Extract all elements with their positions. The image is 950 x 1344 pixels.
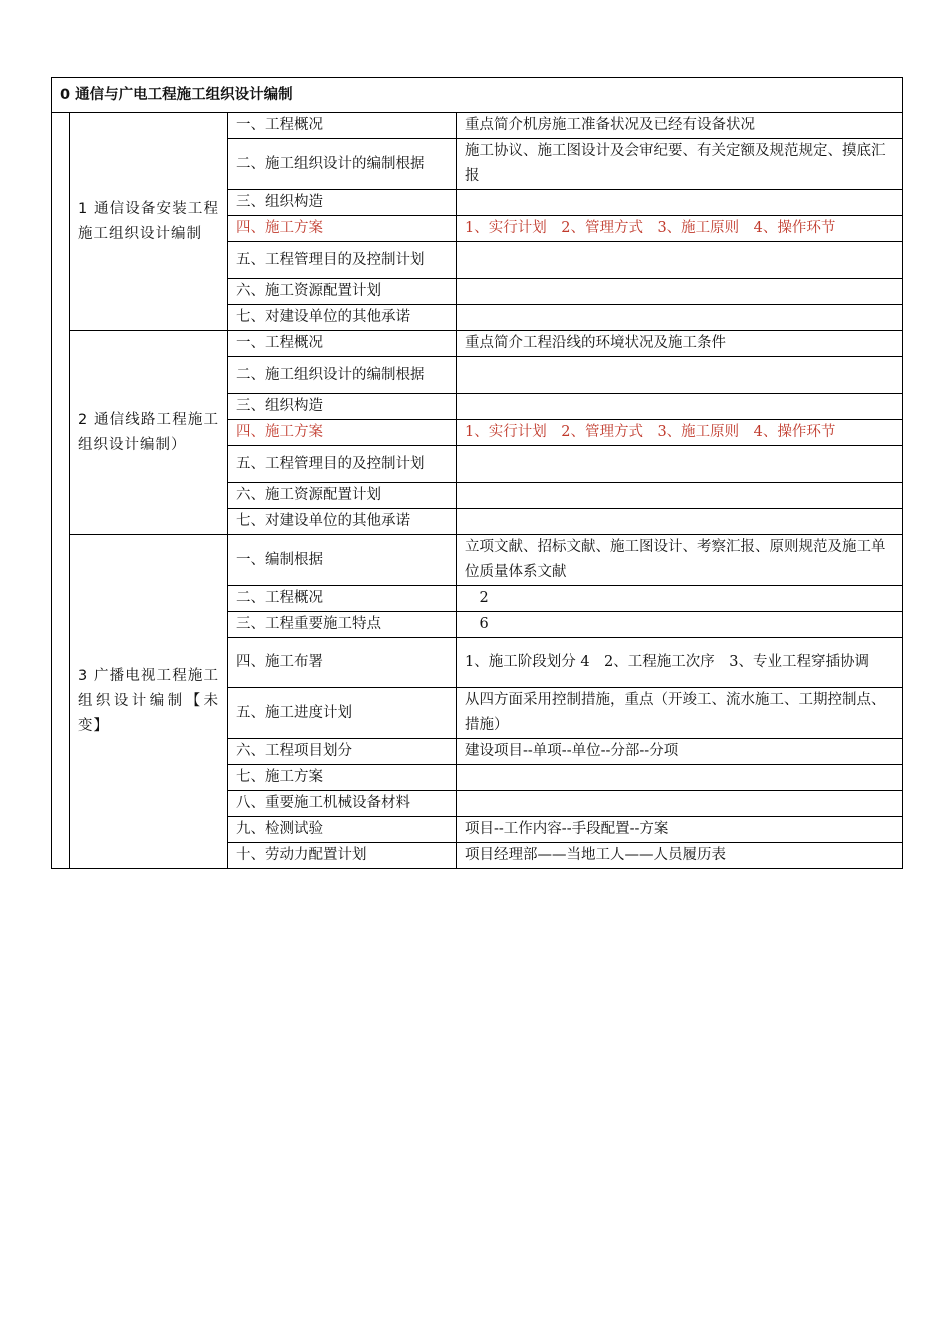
document-title: 0 通信与广电工程施工组织设计编制 xyxy=(52,78,903,113)
table-row xyxy=(52,113,903,139)
item-description xyxy=(457,357,903,394)
outline-item: 二、施工组织设计的编制根据 xyxy=(228,139,457,190)
item-description: 施工协议、施工图设计及会审纪要、有关定额及规范规定、摸底汇报 xyxy=(457,139,903,190)
outline-table xyxy=(51,77,903,869)
outline-item: 十、劳动力配置计划 xyxy=(228,843,457,869)
outline-item: 一、工程概况 xyxy=(228,113,457,139)
outline-item: 四、施工方案 xyxy=(228,216,457,242)
outline-item: 二、施工组织设计的编制根据 xyxy=(228,357,457,394)
item-description xyxy=(457,765,903,791)
item-description: 项目--工作内容--手段配置--方案 xyxy=(457,817,903,843)
item-description xyxy=(457,509,903,535)
item-description: 1、施工阶段划分 4 2、工程施工次序 3、专业工程穿插协调 xyxy=(457,638,903,688)
outline-item: 五、工程管理目的及控制计划 xyxy=(228,242,457,279)
table-row xyxy=(52,331,903,357)
outline-item: 五、施工进度计划 xyxy=(228,688,457,739)
outline-item: 三、组织构造 xyxy=(228,190,457,216)
outline-item: 六、施工资源配置计划 xyxy=(228,279,457,305)
table-row xyxy=(52,535,903,586)
outline-table-wrapper xyxy=(51,77,902,869)
item-description: 6 xyxy=(457,612,903,638)
item-description xyxy=(457,190,903,216)
item-description: 立项文献、招标文献、施工图设计、考察汇报、原则规范及施工单位质量体系文献 xyxy=(457,535,903,586)
section-heading: 3 广播电视工程施工组织设计编制【未变】 xyxy=(70,535,228,869)
outline-item: 四、施工布署 xyxy=(228,638,457,688)
item-description: 重点简介工程沿线的环境状况及施工条件 xyxy=(457,331,903,357)
item-description: 建设项目--单项--单位--分部--分项 xyxy=(457,739,903,765)
item-description: 项目经理部——当地工人——人员履历表 xyxy=(457,843,903,869)
indent-gutter xyxy=(52,113,70,869)
outline-item: 四、施工方案 xyxy=(228,420,457,446)
item-description: 2 xyxy=(457,586,903,612)
outline-item: 八、重要施工机械设备材料 xyxy=(228,791,457,817)
outline-table-body xyxy=(52,78,903,869)
item-description: 1、实行计划 2、管理方式 3、施工原则 4、操作环节 xyxy=(457,420,903,446)
outline-item: 五、工程管理目的及控制计划 xyxy=(228,446,457,483)
outline-item: 二、工程概况 xyxy=(228,586,457,612)
item-description xyxy=(457,279,903,305)
outline-item: 一、工程概况 xyxy=(228,331,457,357)
item-description xyxy=(457,305,903,331)
outline-item: 六、施工资源配置计划 xyxy=(228,483,457,509)
item-description xyxy=(457,242,903,279)
outline-item: 七、对建设单位的其他承诺 xyxy=(228,305,457,331)
item-description: 重点简介机房施工准备状况及已经有设备状况 xyxy=(457,113,903,139)
item-description xyxy=(457,791,903,817)
outline-item: 七、对建设单位的其他承诺 xyxy=(228,509,457,535)
section-heading: 2 通信线路工程施工组织设计编制） xyxy=(70,331,228,535)
title-row xyxy=(52,78,903,113)
item-description xyxy=(457,394,903,420)
outline-item: 一、编制根据 xyxy=(228,535,457,586)
item-description: 1、实行计划 2、管理方式 3、施工原则 4、操作环节 xyxy=(457,216,903,242)
section-heading: 1 通信设备安装工程施工组织设计编制 xyxy=(70,113,228,331)
outline-item: 七、施工方案 xyxy=(228,765,457,791)
outline-item: 六、工程项目划分 xyxy=(228,739,457,765)
outline-item: 三、组织构造 xyxy=(228,394,457,420)
item-description xyxy=(457,483,903,509)
outline-item: 九、检测试验 xyxy=(228,817,457,843)
item-description: 从四方面采用控制措施，重点（开竣工、流水施工、工期控制点、措施） xyxy=(457,688,903,739)
outline-item: 三、工程重要施工特点 xyxy=(228,612,457,638)
item-description xyxy=(457,446,903,483)
